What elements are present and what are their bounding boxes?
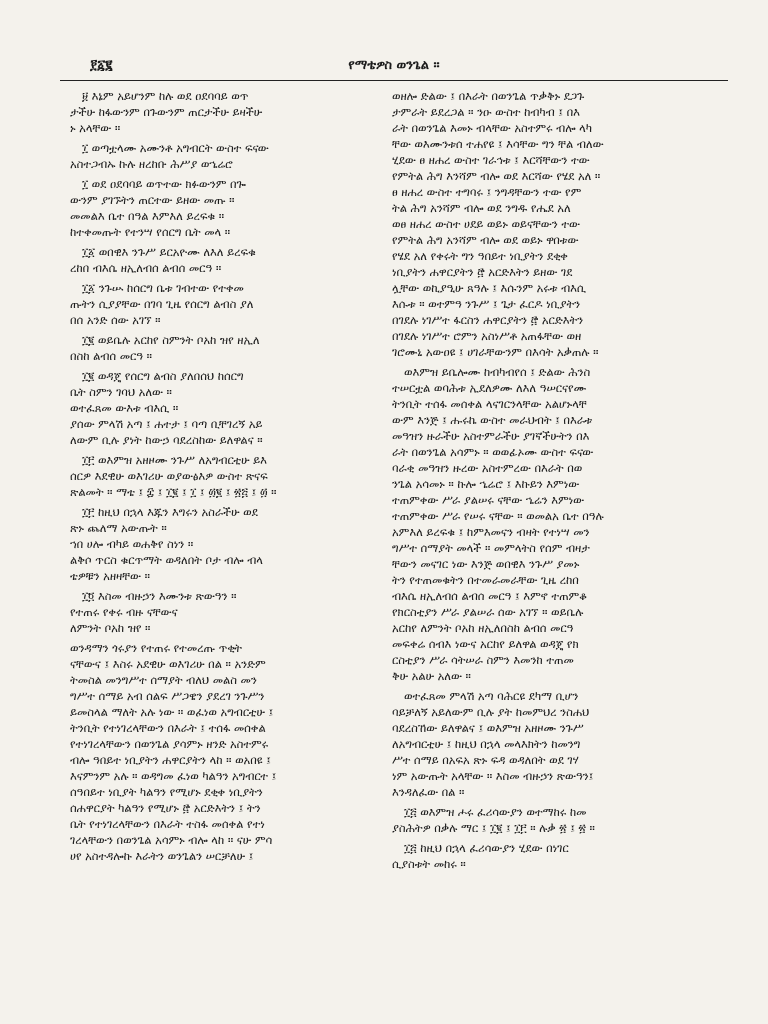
verse-paragraph: ፲ ወጣቷላሙ አሙንቶ አግብርት ውስተ ፍናው አስተጋብኡ ኩሉ ዘረከቡ ሕሥያ ወኄሬሮ — [70, 141, 269, 171]
verse-paragraph: ፱ እኔም አይሆንም ከሉ ወደ ዐደባባይ ወጥ ታችሁ ከፋውንም በጉውንም ጠርታችሁ ይዛችሁ ኑ አላቸው ። — [70, 89, 263, 135]
commentary-paragraph: ወተፈጸመ ምላሽ አጣ ባሕርዩ ደካማ ቢሆን ባይቻለኝ አይለውም ቢሉ ያት ከመምህረ ንስሐህ ባደረስኸው ይለዋልና ፤ ወእምዝ አዘዞሙ ንጉሥ ለአግብርቲሁ ፤ ከዚህ በኋላ መላእክትን ከመንግ ሥተ ሰማይ በአፍአ ጽኑ ፍዳ ወዳለበት ወደ ገሃ ነም አውጡት አላቸው ። እስመ ብዙኃን ጽውዓን፤ እንዳለፈው በል ። — [392, 689, 594, 799]
left-column — [70, 88, 370, 988]
running-title: የማቴዎስ ወንጌል ። — [348, 58, 440, 73]
verse-paragraph: ፲፩ ወበዊእ ንጉሥ ይርአዮሙ ለእለ ይረፍቁ ረከበ ብእሴ ዘኢለብሰ ልብሰ መርዓ ። — [70, 245, 256, 275]
verse-paragraph: ፲፩ ንጉሡ ከሰርግ ቤቱ ገብተው የተቀመ ጡትን ሲያያቸው በገባ ጊዜ የሰርግ ልብስ ያለ በሰ አንድ ሰው አገኘ ። — [70, 281, 254, 327]
verse-paragraph: ፲ ወደ ዐደባባይ ወጥተው ክፉውንም በጐ ውንም ያገኙትን ጠርተው ይዘው መጡ ። መመልእ ቤተ በዓል እምእለ ይረፍቁ ። ከተቀመጡት የተንሣ የሰርግ ቤት መላ ። — [70, 177, 246, 239]
commentary-paragraph: ወእምዝ ይቤሎሙ ከብካብየሰ ፤ ድልው ሕንስ ተሠርቷል ወባሕቱ ኢደለዎሙ ለእለ ዓሠርናየሙ ትንቢት ተሰፋ መሰቀል ላናገርንላቸው አልሆኑላቸ ውም እንጅ ፤ ሑሩኬ ውስተ መራህብት ፤ በእራቱ መዓዝን ዙራችሁ አስተምራችሁ ያገኛችሁትን በእ ራት በወንጌል አሳምኑ ። ወወፊኦሙ ውስተ ፍናው ባራቂ መዓዝን ዙረው አስተምረው በእራት በወ ንጌል አሳመኑ ። ኩሎ ኄሬሮ ፤ እኩይን እምነው ተጠምቀው ሥራ ያልሠሩ ናቸው ኄሬን እምነው ተጠምቀው ሥራ የሠሩ ናቸው ። ወመልአ ቤተ በዓሉ አምእለ ይረፍቁ ፤ ከምእመናን ብዛት የተነሣ መን ግሥተ ሰማያት መላች ። መምላትስ የሰም ብዛታ ቸውን መናገር ነው እንጅ ወበዊእ ንጉሥ ያመኑ ትን የተጠመቁትን በተመራመራቸው ጊዜ ረከበ ብእሴ ዘኢለብሰ ልብሰ መርዓ ፤ እምኖ ተጠምቆ የክርስቲያን ሥራ ያልሠራ ሰው አገኘ ። ወይቤሉ አርከየ ለምንት ቦአከ ዘኢለበስከ ልብሰ መርዓ መፍቀሬ ሰብእ ነውና አርከየ ይለዋል ወዳጄ የክ ርስቲያን ሥራ ሳትሠራ ስምን እመንከ ተጠመ ቅሁ አልሁ አለው ። — [392, 365, 604, 683]
verse-paragraph: ፲፫ ከዚህ በኋላ እጁን እግሩን አስራችሁ ወደ ጽኑ ጨለማ አውጡት ። ኀበ ሀሎ ብካይ ወሐቅየ ስነን ። ልቅሶ ጥርስ ቁርጥማት ወዳለበት ቦታ ብሎ ብላ ቴዎቹን አዘዛቸው ። — [70, 505, 263, 583]
commentary-paragraph: ወንዳማን ጎሩያን የተጠሩ የተመረጡ ጥቂት ናቸውና ፤ እስሩ አደዊሁ ወእገሪሁ በል ። አንድም ትመስል መንግሥተ ሰማያት ብለህ መልስ መን ግሥተ ሰማይ አብ ሰልፍ ሥጋዌን ያደረገ ንጉሥን ይመስላል ማለት አሉ ነው ። ወፈነወ አግብርቲሁ ፤ ትንቢት የተነገረላቸውን በእራት ፤ ተሰፋ መሰቀል የተነገረላቸውን በወንጌል ያሳምኑ ዘንድ አስተምሩ ብሎ ዓበይተ ነቢያትን ሐዋርያትን ላከ ። ወአበዩ ፤ እናምንም አሉ ። ወዳግመ ፈነወ ካልዓን አግብርተ ፤ ሰዓበይተ ነቢያት ካልዓን የሚሆኑ ደቂቀ ነቢያትን ሰሐዋርያት ካልዓን የሚሆኑ ፸ አርድእትን ፤ ትን ቤት የተነገረላቸውን በእራት ተስፋ መሰቀል የተነ ገረላቸውን በወንጌል አሳምኑ ብሎ ላከ ። ናሁ ምሳ ሀየ አስተዳሎኩ እራትን ወንጌልን ሠርቻለሁ ፤ — [70, 641, 277, 863]
commentary-paragraph: ወዘሎ ድልው ፤ በእራት በወንጌል ጥቃቅኑ ደጋጉ ታምራት ይደረጋል ። ንዑ ውስተ ከብካብ ፤ በእ ራት በወንጌል እመኑ ብላቸው አስተምሩ ብሎ ላካ ቸው ወእሙንቱሰ ተሐየዩ ፤ እሳቸው ግን ቸል ብለው ሂደው ፀ ዘሐረ ውስተ ገራኅቱ ፤ እርሻቸውን ተው የምትል ሕግ እንሻም ብሎ ወደ እርሻው የሄደ አለ ። ፀ ዘሐረ ውስተ ተግባሩ ፤ ንግዳቸውን ተው የም ትል ሕግ አንሻም ብሎ ወደ ንግዱ የሔደ አለ ወፀ ዘሐረ ውስተ ሀደይ ወይኑ ወይናቸውን ተው የምትል ሕግ አንሻም ብሎ ወደ ወይኑ ዋበቱው የሄደ አለ የቀሩት ግን ዓበይተ ነቢያትን ደቂቀ ነቢያትን ሐዋርያትን ፸ አርድእትን ይዘው ገደ ሏቸው ወኪያዒሁ ጸዓሉ ፤ እሱንም አሩቱ ብእሲ እሱቱ ። ወተምዓ ንጉሥ ፤ ጌታ ፈርዶ ነቢያትን በገደሉ ነገሥተ ፋርስን ሐዋርያትን ፸ አርድእትን በገደሉ ነገሥተ ሮምን አስነሥቶ አጠፋቸው ወዘ ገሮሙኒ አውዐዩ ፤ ሀገራቸውንም በእሳት አቃጠሉ ። — [392, 89, 604, 359]
header-rule — [60, 80, 728, 81]
verse-paragraph: ፲፫ ወእምዝ አዘዞሙ ንጉሥ ለአግብርቲሁ ይእ ሰርዎ እደዊሁ ወእገሪሁ ወያውፅእዎ ውስተ ጽናፍ ጽልመት ። ማቴ ፤ ፰ ፤ ፲፪ ፤ ፲ ፤ ፴፪ ፤ ፳፭ ፤ ፴ ። — [70, 453, 277, 499]
verse-paragraph: ፲፭ ወእምዝ ሖሩ ፈሪሳውያን ወተማከሩ ከመ ያስሕትዎ በቃሉ ማር ፤ ፲፪ ፤ ፲፫ ። ሉቃ ፳ ፤ ፳ ። — [392, 805, 595, 835]
verse-paragraph: ፲፭ ከዚህ በኋላ ፈሪሳውያን ሂደው በነገር ሲያስቱት መከሩ ። — [392, 841, 569, 871]
verse-paragraph: ፲፪ ወዳጄ የሰርግ ልብስ ያለበሰህ ከሰርግ ቤት ስምን ገባህ አለው ። ወተፈጸመ ውእቱ ብእሲ ። ያሰው ምላሽ አጣ ፤ ሐተታ ፤ ባጣ ቢቸገረኝ አይ ለውም ቢሉ ያነት ከውኃ ባደረስከው ይለዋልና ። — [70, 369, 263, 447]
verse-paragraph: ፲፪ ወይቤሉ አርከየ ስምንት ቦአከ ዝየ ዘኢለ በስከ ልብሰ መርዓ ። — [70, 333, 260, 363]
page-number: ፻፩፪ — [90, 58, 113, 73]
page-header — [60, 58, 728, 80]
right-column — [392, 88, 692, 988]
verse-paragraph: ፲፬ እስመ ብዙኃን እሙንቱ ጽውዓን ። የተጠሩ የቀሩ ብዙ ናቸውና ለምንት ቦአከ ዝየ ። — [70, 589, 237, 635]
